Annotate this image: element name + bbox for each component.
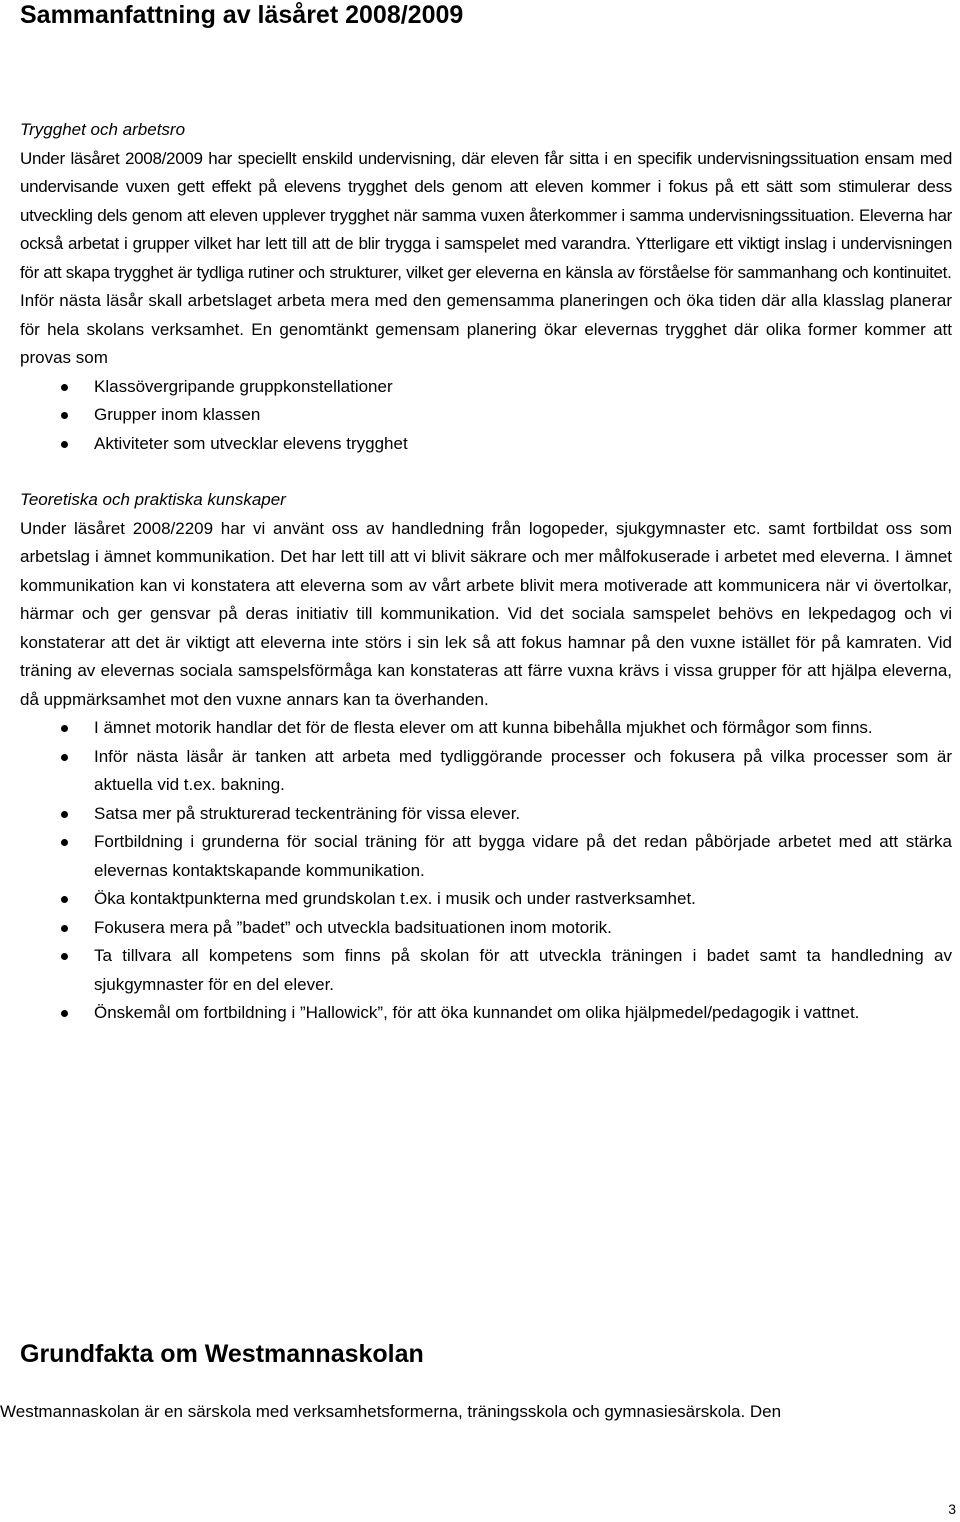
list-item-text: Öka kontaktpunkterna med grundskolan t.ex. i musik och under rastverksamhet.: [94, 889, 696, 908]
list-item-text: Fortbildning i grunderna för social träning för att bygga vidare på det redan påbörjade arbetet med att stärka elevernas kontaktskapande kommunikation.: [94, 832, 952, 880]
list-item: [20, 914, 952, 943]
bullet-icon: [61, 896, 68, 903]
list-item: [20, 401, 952, 430]
section-heading-trygghet: Trygghet och arbetsro: [20, 120, 186, 139]
list-item-text: Aktiviteter som utvecklar elevens trygghet: [94, 433, 408, 453]
bullet-icon: [61, 953, 68, 960]
list-item-text: Grupper inom klassen: [94, 405, 261, 424]
list-item: [20, 885, 952, 914]
list-item: [20, 828, 952, 885]
paragraph-grundfakta: Westmannaskolan är en särskola med verksamhetsformerna, träningsskola och gymnasiesärskola. Den: [0, 1402, 782, 1421]
list-item-text: Önskemål om fortbildning i ”Hallowick”, för att öka kunnandet om olika hjälpmedel/pedagogik i vattnet.: [94, 1003, 860, 1022]
list-item-text: Ta tillvara all kompetens som finns på skolan för att utveckla träningen i badet samt ta handledning av sjukgymnaster för en del elever.: [94, 946, 952, 994]
list-item-text: Fokusera mera på ”badet” och utveckla badsituationen inom motorik.: [94, 917, 612, 937]
bullet-list-kunskaper: [20, 714, 952, 1028]
list-item: [20, 714, 952, 743]
list-item-text: Inför nästa läsår är tanken att arbeta med tydliggörande processer och fokusera på vilka processer som är aktuella vid t.ex. bakning.: [94, 746, 952, 794]
list-item-text: I ämnet motorik handlar det för de flesta elever om att kunna bibehålla mjukhet och förmågor som finns.: [94, 718, 873, 737]
bullet-icon: [61, 925, 68, 932]
list-item: [20, 999, 952, 1028]
list-item-text: Satsa mer på strukturerad teckenträning för vissa elever.: [94, 803, 521, 823]
bullet-icon: [61, 441, 68, 448]
bullet-icon: [61, 811, 68, 818]
section-spacer: [20, 458, 952, 486]
list-item: [20, 430, 952, 459]
list-item: [20, 373, 952, 402]
bullet-icon: [61, 754, 68, 761]
section-title-grundfakta: Grundfakta om Westmannaskolan: [20, 1340, 424, 1368]
paragraph-trygghet-1: Under läsåret 2008/2009 har speciellt enskild undervisning, där eleven får sitta i en specifik undervisningssituation ensam med undervisande vuxen gett effekt på elevens trygghet dels genom att eleven kommer i fokus på ett sätt som stimulerar dess utveckling dels genom att eleven upplever trygghet när samma vuxen återkommer i samma undervisningssituation. Eleverna har också arbetat i grupper vilket har lett till att de blir trygga i samspelet med varandra. Ytterligare ett viktigt inslag i undervisningen för att skapa trygghet är tydliga rutiner och strukturer, vilket ger eleverna en känsla av förståelse för sammanhang och kontinuitet.: [20, 148, 952, 282]
bullet-icon: [61, 725, 68, 732]
list-item: [20, 743, 952, 800]
page-number: 3: [948, 1501, 956, 1517]
paragraph-kunskaper: Under läsåret 2008/2209 har vi använt oss av handledning från logopeder, sjukgymnaster etc. samt fortbildat oss som arbetslag i ämnet kommunikation. Det har lett till att vi blivit säkrare och mer målfokuserade i arbetet med eleverna. I ämnet kommunikation kan vi konstatera att eleverna som av vårt arbete blivit mera motiverade att kommunicera när vi övertolkar, härmar och ger gensvar på deras initiativ till kommunikation. Vid det sociala samspelet behövs en lekpedagog och vi konstaterar att det är viktigt att eleverna inte störs i sin lek så att fokus hamnar på den vuxne istället för på kamraten. Vid träning av elevernas sociala samspelsförmåga kan konstateras att färre vuxna krävs i vissa grupper för att hjälpa eleverna, då uppmärksamhet mot den vuxne annars kan ta överhanden.: [20, 518, 952, 709]
paragraph-trygghet-2: Inför nästa läsår skall arbetslaget arbeta mera med den gemensamma planeringen och öka tiden där alla klasslag planerar för hela skolans verksamhet. En genomtänkt gemensam planering ökar elevernas trygghet där olika former kommer att provas som: [20, 291, 952, 367]
bullet-icon: [61, 412, 68, 419]
bullet-list-trygghet: [20, 373, 952, 459]
section-heading-kunskaper: Teoretiska och praktiska kunskaper: [20, 490, 286, 509]
list-item: [20, 800, 952, 829]
bullet-icon: [61, 384, 68, 391]
bullet-icon: [61, 839, 68, 846]
document-body: [20, 116, 952, 1028]
list-item: [20, 942, 952, 999]
list-item-text: Klassövergripande gruppkonstellationer: [94, 376, 393, 396]
page-title: Sammanfattning av läsåret 2008/2009: [20, 1, 464, 29]
bullet-icon: [61, 1010, 68, 1017]
